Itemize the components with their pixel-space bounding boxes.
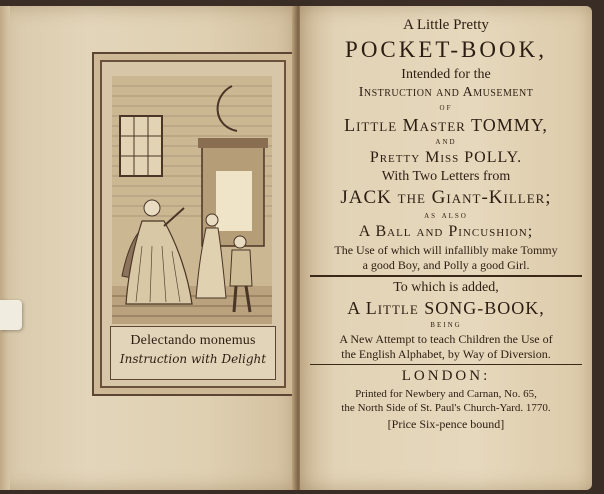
title-line-15: To which is added, xyxy=(393,280,499,295)
title-line-11: as also xyxy=(424,210,468,221)
title-line-10: JACK the Giant-Killer; xyxy=(340,187,552,208)
frontispiece-motto: Delectando monemus xyxy=(130,333,256,348)
title-line-22: the North Side of St. Paul's Church-Yard. 1770. xyxy=(341,402,551,414)
frontispiece-frame xyxy=(92,52,294,396)
frontispiece-caption xyxy=(110,326,276,380)
title-divider-1 xyxy=(310,275,582,277)
title-page-text xyxy=(304,14,588,484)
title-line-3: Intended for the xyxy=(401,67,491,82)
title-line-9: With Two Letters from xyxy=(381,169,511,184)
title-line-7: and xyxy=(435,136,457,147)
title-line-6: Little Master TOMMY, xyxy=(344,115,548,135)
title-line-18: A New Attempt to teach Children the Use of xyxy=(339,332,553,346)
title-line-2: POCKET-BOOK, xyxy=(345,37,547,62)
title-line-20: LONDON: xyxy=(401,368,491,384)
title-line-19: the English Alphabet, by Way of Diversion. xyxy=(341,347,551,361)
title-line-12: A Ball and Pincushion; xyxy=(358,223,534,240)
frontispiece-motto-translation: Instruction with Delight xyxy=(119,352,267,366)
title-line-1: A Little Pretty xyxy=(403,17,489,33)
page-edges xyxy=(0,6,10,490)
bookmark-ribbon xyxy=(0,300,22,330)
title-line-21: Printed for Newbery and Carnan, No. 65, xyxy=(355,388,537,400)
title-line-13: The Use of which will infallibly make Tommy xyxy=(334,243,558,257)
title-line-8: Pretty Miss POLLY. xyxy=(369,149,523,166)
title-divider-2 xyxy=(310,364,582,365)
frontispiece-engraving xyxy=(112,76,272,324)
title-line-14: a good Boy, and Polly a good Girl. xyxy=(362,258,530,272)
title-line-23: [Price Six-pence bound] xyxy=(387,417,505,431)
title-line-16: A Little SONG-BOOK, xyxy=(347,298,545,318)
title-line-4: Instruction and Amusement xyxy=(358,85,534,100)
title-line-5: of xyxy=(439,102,453,113)
title-line-17: being xyxy=(430,319,462,330)
